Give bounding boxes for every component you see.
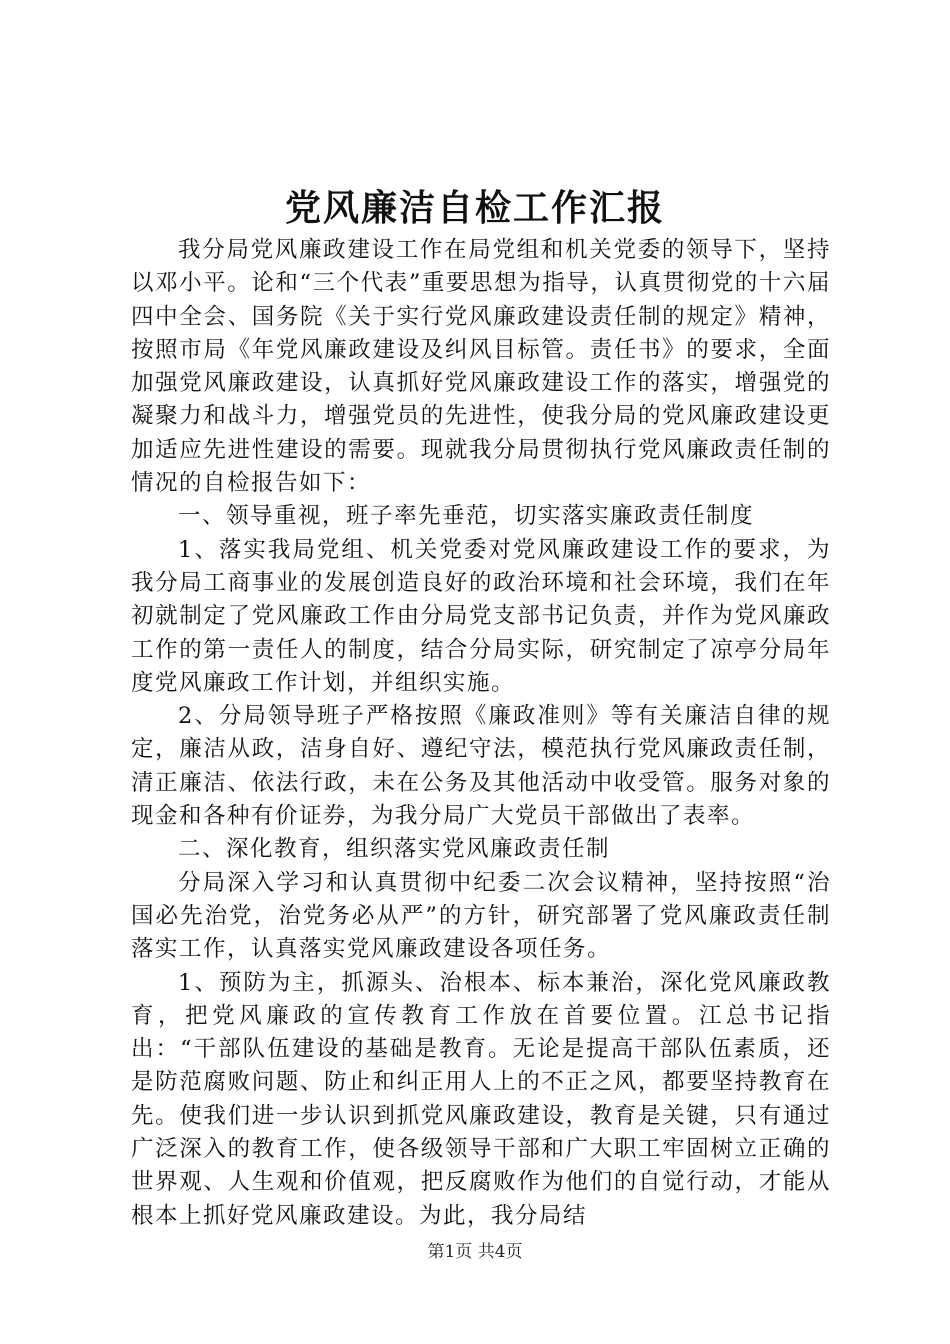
- document-title: 党风廉洁自检工作汇报: [284, 187, 665, 229]
- paragraph-intro: 我分局党风廉政建设工作在局党组和机关党委的领导下，坚持以邓小平。论和“三个代表”重要思想为指导，认真贯彻党的十六届四中全会、国务院《关于实行党风廉政建设责任制的规定》精神，按照市局《年党风廉政建设及纠风目标管。责任书》的要求，全面加强党风廉政建设，认真抓好党风廉政建设工作的落实，增强党的凝聚力和战斗力，增强党员的先进性，使我分局的党风廉政建设更加适应先进性建设的需要。现就我分局贯彻执行党风廉政责任制的情况的自检报告如下：: [131, 237, 831, 497]
- document-body: [131, 234, 831, 1233]
- paragraph-2-intro: 分局深入学习和认真贯彻中纪委二次会议精神，坚持按照“治国必先治党，治党务必从严”的方针，研究部署了党风廉政责任制落实工作，认真落实党风廉政建设各项任务。: [131, 869, 831, 963]
- page-number-footer: 第1页 共4页: [427, 1242, 523, 1262]
- paragraph-2-1: 1、预防为主，抓源头、治根本、标本兼治，深化党风廉政教育，把党风廉政的宣传教育工作放在首要位置。江总书记指出：“干部队伍建设的基础是教育。无论是提高干部队伍素质，还是防范腐败问题、防止和纠正用人上的不正之风，都要坚持教育在先。使我们进一步认识到抓党风廉政建设，教育是关键，只有通过广泛深入的教育工作，使各级领导干部和广大职工牢固树立正确的世界观、人生观和价值观，把反腐败作为他们的自觉行动，才能从根本上抓好党风廉政建设。为此，我分局结: [131, 969, 831, 1229]
- section-heading-2: 二、深化教育，组织落实党风廉政责任制: [178, 836, 611, 863]
- section-heading-1: 一、领导重视，班子率先垂范，切实落实廉政责任制度: [178, 503, 755, 530]
- paragraph-1-2: 2、分局领导班子严格按照《廉政准则》等有关廉洁自律的规定，廉洁从政，洁身自好、遵纪守法，模范执行党风廉政责任制，清正廉洁、依法行政，未在公务及其他活动中收受管。服务对象的现金和各种有价证券，为我分局广大党员干部做出了表率。: [131, 703, 831, 830]
- paragraph-1-1: 1、落实我局党组、机关党委对党风廉政建设工作的要求，为我分局工商事业的发展创造良好的政治环境和社会环境，我们在年初就制定了党风廉政工作由分局党支部书记负责，并作为党风廉政工作的第一责任人的制度，结合分局实际，研究制定了凉亭分局年度党风廉政工作计划，并组织实施。: [131, 536, 831, 696]
